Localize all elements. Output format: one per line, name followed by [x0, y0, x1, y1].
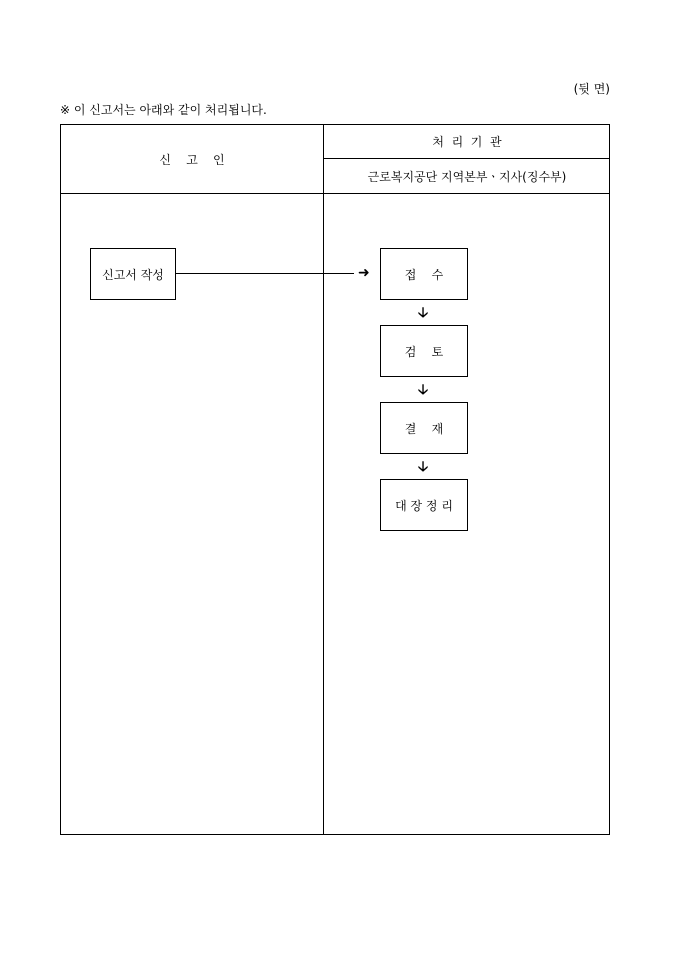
- agency-header: [324, 125, 610, 158]
- step-label: 결 재: [404, 421, 444, 436]
- step-review-box: [380, 325, 468, 377]
- page-label: (뒷 면): [573, 82, 610, 96]
- arrow-down-icon: 🡣: [418, 459, 429, 475]
- applicant-step-label: 신고서 작성: [102, 267, 164, 282]
- arrow-down-icon: 🡣: [418, 382, 429, 398]
- arrow-down-icon: 🡣: [418, 305, 429, 321]
- step-receipt-box: [380, 248, 468, 300]
- applicant-header: [61, 125, 323, 193]
- agency-header-label: 처 리 기 관: [432, 135, 502, 149]
- agency-subheader-label: 근로복지공단 지역본부ㆍ지사(징수부): [367, 169, 567, 184]
- step-label: 대 장 정 리: [395, 498, 453, 513]
- arrow-right-icon: ➜: [358, 265, 370, 281]
- header-divider: [61, 193, 609, 194]
- process-table: [60, 124, 610, 835]
- step-ledger-box: [380, 479, 468, 531]
- applicant-step-box: [90, 248, 176, 300]
- applicant-header-label: 신 고 인: [159, 152, 225, 167]
- column-divider: [323, 125, 324, 834]
- processing-notice: ※ 이 신고서는 아래와 같이 처리됩니다.: [60, 103, 267, 117]
- agency-subheader: [324, 159, 610, 193]
- step-label: 검 토: [404, 344, 444, 359]
- flow-connector-line: [176, 273, 354, 274]
- step-label: 접 수: [404, 267, 444, 282]
- step-approval-box: [380, 402, 468, 454]
